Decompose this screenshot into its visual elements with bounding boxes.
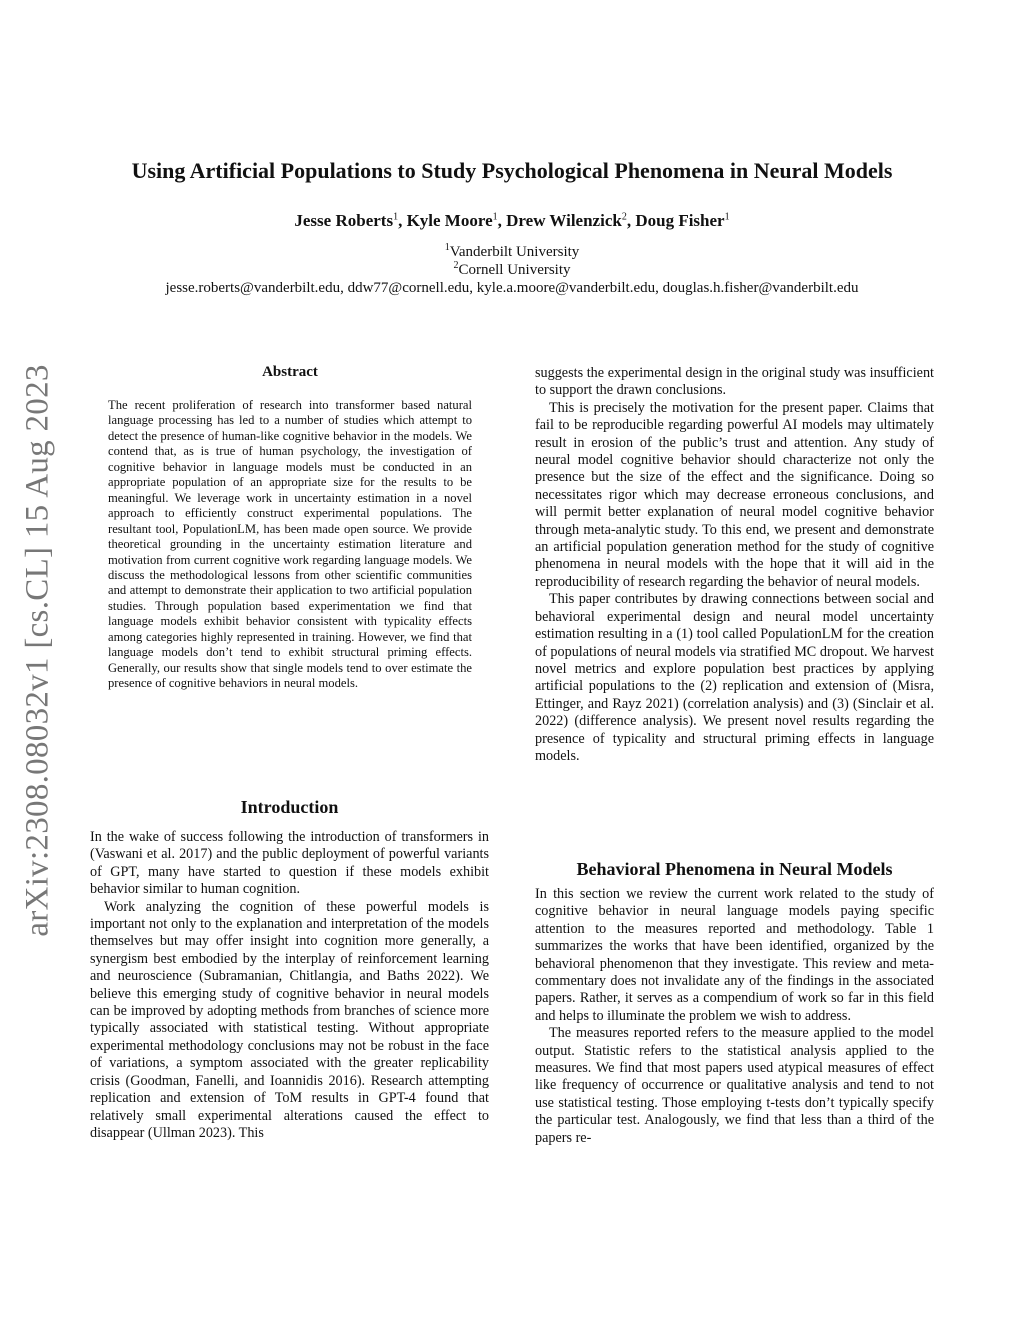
author-name: Drew Wilenzick: [506, 211, 622, 230]
paragraph: suggests the experimental design in the original study was insufficient to support the drawn conclusions.: [535, 365, 934, 399]
paragraph: Work analyzing the cognition of these powerful models is important not only to the explanation and interpretation of the models themselves but may offer insight into cognition more generally, a synergism best embodied by the interplay of reinforcement learning and neuroscience (Subramanian, Chitlangia, and Baths 2022). We believe this emerging study of cognitive behavior in neural models can be improved by adopting methods from branches of science more typically associated with statistical testing. Without appropriate experimental methodology conclusions may not be robust in the face of variations, a symptom associated with the greater replicability crisis (Goodman, Fanelli, and Ioannidis 2016). Research attempting replication and extension of ToM results in GPT-4 found that relatively small experimental alterations caused the effect to disappear (Ullman 2023). This: [90, 898, 489, 1141]
affiliation-number: 1: [444, 242, 450, 253]
affiliation-line: [60, 261, 964, 279]
paragraph: In the wake of success following the introduction of transformers in (Vaswani et al. 2017) and the public deployment of powerful variants of GPT, many have started to question if these models exhibit behavior similar to human cognition.: [90, 829, 489, 898]
author-affiliation-mark: 1: [393, 211, 399, 223]
affiliation-name: Vanderbilt University: [449, 244, 580, 260]
behavioral-section-body: [535, 886, 934, 1147]
affiliation-line: [60, 243, 964, 261]
author-affiliation-mark: 1: [724, 211, 730, 223]
paragraph: This is precisely the motivation for the present paper. Claims that fail to be reproducible regarding powerful AI models may ultimately result in erosion of the public’s trust and attention. Any study of neural model cognitive behavior should characterize not only the presence but the size of the effect and the significance. Doing so necessitates rigor which may decrease erroneous conclusions, and will permit better explanation of neural model cognitive behavior through meta-analytic study. To this end, we present and demonstrate an artificial population generation method for the study of cognitive phenomena in neural models with the hope that it will aid in the reproducibility of research regarding the behavior of neural models.: [535, 399, 934, 590]
paragraph: In this section we review the current work related to the study of cognitive behavior in neural language models paying specific attention to the measures reported and methodology. Table 1 summarizes the works that have been identified, organized by the behavioral phenomenon that they investigate. This review and meta-commentary does not invalidate any of the findings in the associated papers. Rather, it serves as a compendium of work so far in this field and helps to illuminate the problem we wish to address.: [535, 886, 934, 1024]
author-emails: jesse.roberts@vanderbilt.edu, ddw77@cornell.edu, kyle.a.moore@vanderbilt.edu, douglas.h.fisher@vanderbilt.edu: [165, 280, 859, 296]
behavioral-section-heading: Behavioral Phenomena in Neural Models: [576, 859, 893, 879]
introduction-heading: Introduction: [240, 797, 339, 817]
abstract-text: The recent proliferation of research into transformer based natural language processing has led to a number of studies which attempt to detect the presence of human-like cognitive behavior in the models. We contend that, as is true of human psychology, the investigation of cognitive behavior in language models must be conducted in an appropriate population of an appropriate size for the results to be meaningful. We leverage work in uncertainty estimation in a novel approach to efficiently construct experimental populations. The resultant tool, PopulationLM, has been made open source. We provide theoretical grounding in the uncertainty estimation literature and motivation from current cognitive work regarding language models. We discuss the methodological lessons from other scientific communities and attempt to demonstrate their application to two artificial population studies. Through population based experimentation we find that language models exhibit behavior consistent with typicality effects among categories highly represented in training. However, we find that language models don’t tend to exhibit structural priming effects. Generally, our results show that single models tend to over estimate the presence of cognitive behaviors in neural models.: [108, 398, 472, 691]
author-name: Doug Fisher: [635, 211, 725, 230]
paragraph: This paper contributes by drawing connections between social and behavioral experimental design and neural model uncertainty estimation resulting in a (1) tool called PopulationLM for the creation of populations of neural models via stratified MC dropout. We harvest novel metrics and explore population best practices by applying artificial populations to the (2) replication and extension of (Misra, Ettinger, and Rayz 2021) (correlation analysis) and (3) (Sinclair et al. 2022) (difference analysis). We present novel results regarding the presence of typicality and structural priming effects in language models.: [535, 591, 934, 764]
arxiv-id-text: arXiv:2308.08032v1 [cs.CL] 15 Aug 2023: [19, 363, 56, 937]
paragraph: The measures reported refers to the measure applied to the model output. Statistic refers to the statistical analysis applied to the measures. We find that most papers used atypical measures of effect like frequency of occurrence or qualitative analysis and tend to not use statistical testing. Those employing t-tests don’t typically specify the particular test. Analogously, we find that less than a third of the papers re-: [535, 1025, 934, 1146]
author-name: Jesse Roberts: [294, 211, 394, 230]
abstract-heading: Abstract: [262, 364, 318, 380]
arxiv-sidebar-stamp: [14, 350, 62, 950]
author-affiliation-mark: 2: [621, 211, 627, 223]
paper-title: Using Artificial Populations to Study Psychological Phenomena in Neural Models: [131, 158, 893, 183]
affiliation-name: Cornell University: [458, 262, 571, 278]
introduction-body: [90, 829, 489, 1142]
affiliation-number: 2: [453, 260, 459, 271]
author-list: Jesse Roberts$^1$, Kyle Moore$^1$, Drew Wilenzick$^2$, Doug Fisher$^1$: [294, 211, 730, 230]
affiliations-block: [60, 243, 964, 297]
right-column-intro-continued: [535, 365, 934, 765]
author-affiliation-mark: 1: [492, 211, 498, 223]
author-name: Kyle Moore: [406, 211, 493, 230]
